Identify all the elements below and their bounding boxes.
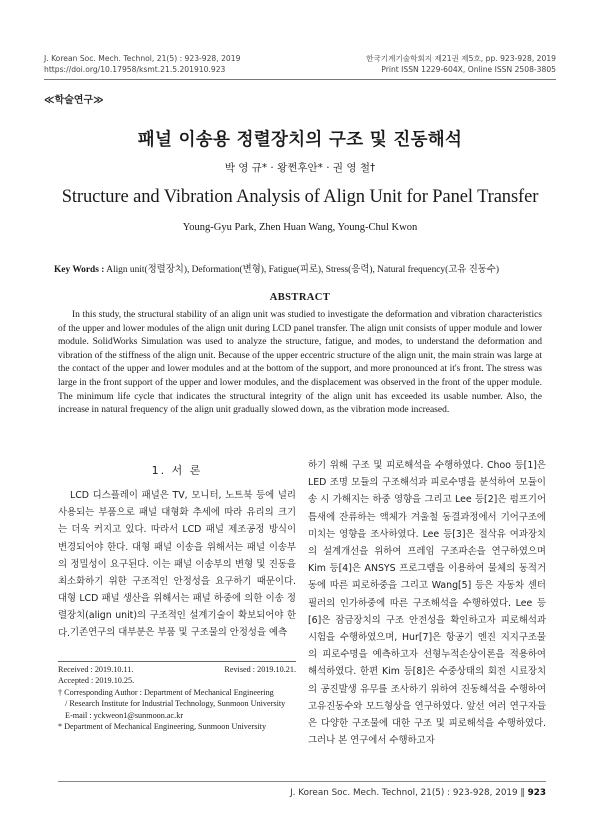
doi-link[interactable]: https://doi.org/10.17958/ksmt.21.5.201910.923 [44, 64, 226, 74]
abstract-heading: ABSTRACT [269, 292, 331, 303]
keywords-text: Align unit(정렬장치), Deformation(변형), Fatigue(피로), Stress(응력), Natural frequency(고유 진동수) [106, 265, 499, 275]
journal-header-right [366, 54, 556, 75]
corresponding-author-1: † Corresponding Author : Department of Mechanical Engineering [58, 687, 274, 697]
intro-paragraph-1: LCD 디스플레이 패널은 TV, 모니터, 노트북 등에 널리 사용되는 부품으로 패널 대형화 추세에 따라 유리의 크기는 더욱 커지고 있다. 따라서 LCD 패널 제조공정 방식이 변경되어야 한다. 대형 패널 이송을 위해서는 패널 이송부의 정밀성이 요구된다. 이는 패널 이송부의 변형 및 진동을 최소화하기 위한 구조적인 안정성을 요구하기 때문이다. 대형 LCD 패널 생산을 위해서는 패널 하중에 의한 이송 정렬장치(align unit)의 구조적인 설계기술이 확보되어야 한다. [58, 490, 296, 639]
abstract-body: In this study, the structural stability of an align unit was studied to investigate the deformation and vibration characteristics of the upper and lower modules of the align unit during LCD panel transfer. The align unit consists of upper module and lower module. SolidWorks Simulation was used to analyze the structure, fatigue, and modes, to understand the deformation and vibration of the stiffness of the align unit. Because of the upper eccentric structure of the align unit, the main strain was large at the contact of the upper and lower modules and at the bottom of the support, and more pronounced at it's front. The stress was large in the front support of the upper and lower modules, and the displacement was observed in the front of the upper module. The minimum life cycle that indicates the structural integrity of the align unit has exceeded its usable number. Also, the increase in natural frequency of the align unit gradually slowed down, as the vibration mode increased. [58, 310, 542, 416]
corresponding-email[interactable]: E-mail : yckweon1@sunmoon.ac.kr [65, 710, 184, 720]
footnotes [58, 664, 296, 732]
accepted-date: Accepted : 2019.10.25. [58, 676, 135, 686]
title-english: Structure and Vibration Analysis of Align Unit for Panel Transfer [61, 187, 539, 207]
journal-citation-ko: 한국기계기술학회지 제21권 제5호, pp. 923-928, 2019 [366, 54, 556, 63]
keywords-label: Key Words : [54, 265, 105, 275]
corresponding-author-2: / Research Institute for Industrial Technology, Sunmoon University [65, 699, 286, 709]
footer-citation: J. Korean Soc. Mech. Technol, 21(5) : 923-928, 2019 ‖ [290, 788, 525, 798]
page-footer [290, 788, 546, 798]
section-tag: ≪학술연구≫ [44, 95, 104, 106]
footer-divider [58, 781, 546, 782]
journal-header-left [44, 54, 240, 75]
received-revised-row [58, 664, 296, 675]
received-date: Received : 2019.10.11. [58, 665, 134, 674]
intro-paragraph-2: 기존연구의 대부분은 부품 및 구조물의 안정성을 예측 [70, 627, 288, 638]
page-number: 923 [527, 788, 546, 798]
section-1-heading: 1. 서 론 [151, 464, 203, 477]
keywords [54, 261, 550, 275]
intro-paragraph-right: 하기 위해 구조 및 피로해석을 수행하였다. Choo 등[1]은 LED 조명 모듈의 구조해석과 피로수명을 분석하여 모듈이송 시 가해지는 하중 영향을 그리고 Lee 등[2]은 펌프기어 틈새에 잔류하는 액체가 겨울철 동결과정에서 기어구조에 미치는 영향을 조사하였다. Lee 등[3]은 절삭유 여과장치의 설계개선을 위하여 프레임 구조파손을 연구하였으며 Kim 등[4]은 ANSYS 프로그램을 이용하여 물체의 동적거동에 따른 피로하중을 그리고 Wang[5] 등은 자동차 센터필러의 인가하중에 따른 구조해석을 수행하였다. Lee 등[6]은 잠금장치의 구조 안전성을 확인하고자 피로해석과 시험을 수행하였으며, Hur[7]은 항공기 엔진 지지구조물의 피로수명을 예측하고자 선형누적손상이론을 적용하여 해석하였다. 한편 Kim 등[8]은 수중상태의 회전 시료장치의 공진발생 유무를 조사하기 위하여 진동해석을 수행하여 고유진동수와 모드형상을 연구하였다. 앞선 여러 연구자들은 다양한 구조물에 대한 구조 및 피로해석을 수행하였다. 그러나 본 연구에서 수행하고자 [308, 460, 546, 747]
authors-korean: 박 영 규* · 왕쩐후안* · 권 영 철† [224, 162, 376, 174]
authors-english: Young-Gyu Park, Zhen Huan Wang, Young-Chul Kwon [182, 222, 418, 233]
issn-line: Print ISSN 1229-604X, Online ISSN 2508-3805 [381, 64, 556, 74]
journal-citation: J. Korean Soc. Mech. Technol, 21(5) : 923-928, 2019 [44, 54, 241, 63]
header-divider [44, 79, 556, 80]
title-korean: 패널 이송용 정렬장치의 구조 및 진동해석 [137, 130, 463, 150]
department-note: * Department of Mechanical Engineering, Sunmoon University [58, 722, 267, 732]
revised-date: Revised : 2019.10.21. [224, 665, 296, 674]
footnote-divider [58, 661, 296, 662]
